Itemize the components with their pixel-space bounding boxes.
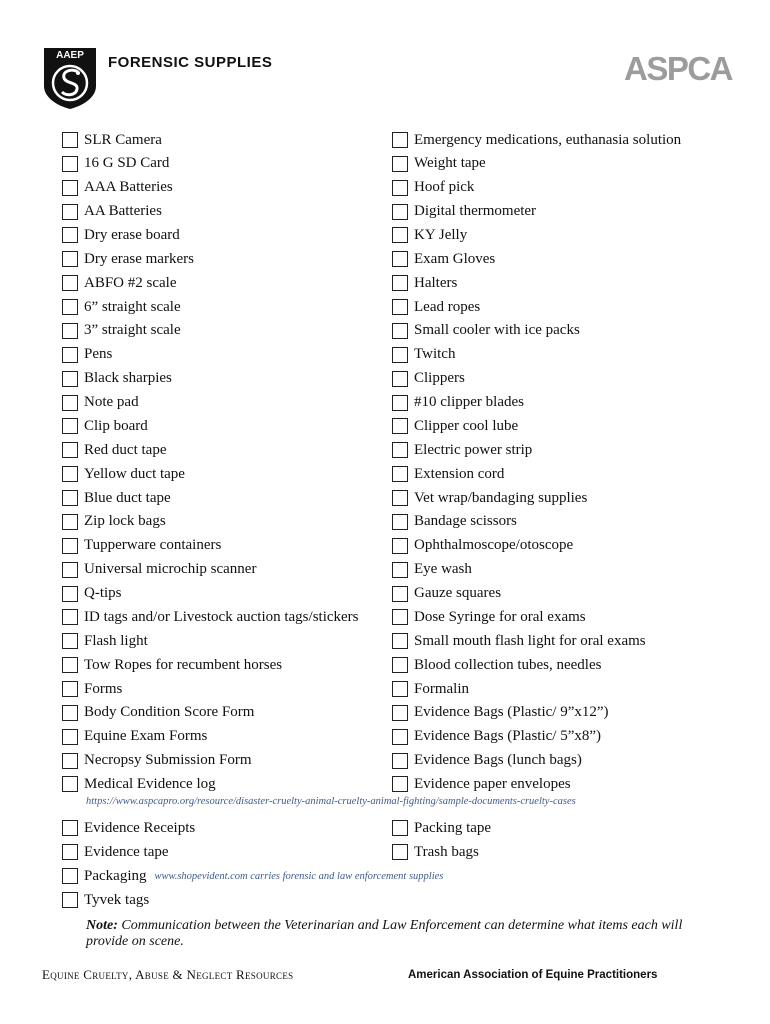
item-label: Exam Gloves — [414, 250, 496, 267]
checkbox[interactable] — [62, 514, 78, 530]
item-label: Forms — [84, 680, 123, 697]
item-label: Evidence Bags (Plastic/ 9”x12”) — [414, 704, 609, 721]
checkbox[interactable] — [62, 275, 78, 291]
item-label: Blue duct tape — [84, 489, 171, 506]
item-label: Note pad — [84, 394, 139, 411]
checklist-item — [62, 606, 359, 628]
checklist-item — [62, 415, 148, 437]
item-label: ABFO #2 scale — [84, 274, 177, 291]
checklist-item — [392, 702, 609, 724]
checklist-item — [392, 224, 467, 246]
checklist-item — [62, 248, 194, 270]
checkbox[interactable] — [62, 180, 78, 196]
checklist-item — [62, 224, 180, 246]
checklist-item — [392, 392, 524, 414]
item-label: Halters — [414, 274, 458, 291]
checkbox[interactable] — [62, 227, 78, 243]
item-label: Formalin — [414, 680, 469, 697]
checkbox[interactable] — [62, 538, 78, 554]
checklist-item — [392, 368, 465, 390]
item-label: Trash bags — [414, 843, 479, 860]
checklist-item — [392, 606, 586, 628]
checkbox[interactable] — [392, 132, 408, 148]
checklist-item — [62, 559, 256, 581]
checkbox[interactable] — [392, 586, 408, 602]
item-label: Electric power strip — [414, 441, 533, 458]
checkbox[interactable] — [392, 844, 408, 860]
checklist-item — [62, 368, 172, 390]
item-label: AAA Batteries — [84, 179, 173, 196]
checkbox[interactable] — [392, 299, 408, 315]
shopevident-link[interactable]: www.shopevident.com carries forensic and law enforcement supplies — [154, 870, 444, 882]
item-label: Hoof pick — [414, 179, 475, 196]
checklist-item — [62, 296, 181, 318]
note — [86, 918, 686, 950]
item-label: Universal microchip scanner — [84, 561, 257, 578]
item-label: 3” straight scale — [84, 322, 181, 339]
checklist-item — [392, 678, 469, 700]
checkbox[interactable] — [62, 753, 78, 769]
checklist-item — [62, 272, 177, 294]
checkbox[interactable] — [392, 562, 408, 578]
checkbox[interactable] — [62, 132, 78, 148]
checklist-item — [62, 177, 173, 199]
item-label: Twitch — [414, 346, 456, 363]
checkbox[interactable] — [62, 490, 78, 506]
checkbox[interactable] — [392, 681, 408, 697]
checkbox[interactable] — [62, 868, 78, 884]
item-label: Extension cord — [414, 465, 505, 482]
checklist-item — [392, 750, 582, 772]
item-label: Red duct tape — [84, 441, 167, 458]
checklist-item — [392, 344, 455, 366]
item-label: Necropsy Submission Form — [84, 752, 252, 769]
item-label: Gauze squares — [414, 585, 502, 602]
checkbox[interactable] — [62, 204, 78, 220]
checklist-item — [62, 750, 252, 772]
item-label: Body Condition Score Form — [84, 704, 255, 721]
checklist-item — [392, 320, 580, 342]
checkbox[interactable] — [392, 156, 408, 172]
checklist-item — [392, 535, 573, 557]
item-label: Evidence tape — [84, 843, 169, 860]
checklist-item — [62, 129, 162, 151]
checklist-item — [62, 487, 171, 509]
checklist-item — [62, 817, 195, 839]
item-label: Clipper cool lube — [414, 417, 519, 434]
aaep-logo — [42, 46, 98, 110]
checklist-item — [62, 439, 166, 461]
item-label: Emergency medications, euthanasia solution — [414, 131, 682, 148]
checkbox[interactable] — [62, 729, 78, 745]
checklist-item — [62, 201, 162, 223]
aaep-logo-text: AAEP — [56, 50, 84, 61]
item-label: SLR Camera — [84, 131, 162, 148]
checkbox[interactable] — [62, 562, 78, 578]
checklist-item — [392, 654, 601, 676]
item-label: 16 G SD Card — [84, 155, 170, 172]
checkbox[interactable] — [392, 323, 408, 339]
item-label: AA Batteries — [84, 203, 162, 220]
item-label: Bandage scissors — [414, 513, 517, 530]
checkbox[interactable] — [392, 466, 408, 482]
checklist-item — [62, 320, 181, 342]
checklist-item — [392, 726, 601, 748]
checklist-item — [392, 487, 587, 509]
checkbox[interactable] — [62, 892, 78, 908]
aspca-logo: ASPCA — [624, 50, 733, 87]
checklist-item — [392, 201, 536, 223]
checklist-item — [392, 439, 532, 461]
checkbox[interactable] — [392, 395, 408, 411]
checkbox[interactable] — [62, 466, 78, 482]
item-label: Packing tape — [414, 819, 492, 836]
checklist-item — [62, 773, 216, 795]
checkbox[interactable] — [62, 820, 78, 836]
checkbox[interactable] — [392, 705, 408, 721]
item-label: Medical Evidence log — [84, 775, 216, 792]
checklist-item-tyvek — [62, 889, 149, 911]
item-label: Dose Syringe for oral exams — [414, 608, 586, 625]
item-label: Tyvek tags — [84, 891, 150, 908]
checkbox[interactable] — [392, 490, 408, 506]
item-label: Tow Ropes for recumbent horses — [84, 656, 283, 673]
checklist-item — [392, 463, 504, 485]
checkbox[interactable] — [392, 442, 408, 458]
checklist-item — [392, 511, 517, 533]
checklist-item — [392, 559, 472, 581]
checkbox[interactable] — [392, 514, 408, 530]
checkbox[interactable] — [392, 251, 408, 267]
checklist-item — [392, 817, 491, 839]
page-title: FORENSIC SUPPLIES — [108, 54, 273, 71]
item-label: Dry erase board — [84, 226, 180, 243]
footer-left: Equine Cruelty, Abuse & Neglect Resources — [42, 967, 294, 982]
checklist-item — [62, 535, 221, 557]
checkbox[interactable] — [392, 418, 408, 434]
footer-right: American Association of Equine Practitioners — [408, 969, 658, 981]
checklist-item — [392, 129, 681, 151]
item-label: Tupperware containers — [84, 537, 222, 554]
checklist-item — [62, 463, 185, 485]
item-label: Lead ropes — [414, 298, 481, 315]
checklist-item-packaging — [62, 865, 443, 887]
item-label: Small mouth flash light for oral exams — [414, 632, 646, 649]
checkbox[interactable] — [62, 776, 78, 792]
checkbox[interactable] — [62, 681, 78, 697]
item-label: Evidence Bags (Plastic/ 5”x8”) — [414, 728, 602, 745]
note-label: Note: — [86, 918, 118, 933]
aspca-resource-link[interactable]: https://www.aspcapro.org/resource/disaster-cruelty-animal-cruelty-animal-fighting/sample-documents-cruelty-cases — [86, 796, 576, 807]
checklist-item — [392, 841, 479, 863]
item-label: #10 clipper blades — [414, 394, 524, 411]
checklist-item — [62, 841, 169, 863]
checkbox[interactable] — [392, 776, 408, 792]
checkbox[interactable] — [62, 657, 78, 673]
checkbox[interactable] — [62, 633, 78, 649]
item-label: Equine Exam Forms — [84, 728, 208, 745]
checklist-item — [392, 177, 474, 199]
checkbox[interactable] — [62, 371, 78, 387]
checklist-item — [62, 583, 122, 605]
checkbox[interactable] — [392, 729, 408, 745]
item-label: Clippers — [414, 370, 465, 387]
checklist-item — [62, 153, 169, 175]
checklist-item — [62, 726, 207, 748]
checklist-item — [392, 296, 480, 318]
checklist-item — [62, 678, 122, 700]
item-label: Evidence Bags (lunch bags) — [414, 752, 582, 769]
item-label: Weight tape — [414, 155, 486, 172]
note-text: Communication between the Veterinarian and Law Enforcement can determine what items each will provide on scene. — [86, 918, 683, 949]
checklist-item — [62, 702, 254, 724]
checkbox[interactable] — [62, 395, 78, 411]
item-label: Small cooler with ice packs — [414, 322, 580, 339]
checkbox[interactable] — [392, 227, 408, 243]
checkbox[interactable] — [392, 275, 408, 291]
checkbox[interactable] — [62, 347, 78, 363]
checkbox[interactable] — [392, 204, 408, 220]
checkbox[interactable] — [62, 323, 78, 339]
item-label: Flash light — [84, 632, 148, 649]
item-label: Ophthalmoscope/otoscope — [414, 537, 574, 554]
item-label: Evidence Receipts — [84, 819, 196, 836]
checklist-item — [62, 344, 112, 366]
checkbox[interactable] — [392, 657, 408, 673]
checkbox[interactable] — [62, 251, 78, 267]
checkbox[interactable] — [392, 633, 408, 649]
checkbox[interactable] — [392, 753, 408, 769]
item-label: Zip lock bags — [84, 513, 166, 530]
checkbox[interactable] — [62, 418, 78, 434]
checkbox[interactable] — [392, 180, 408, 196]
checklist-item — [62, 511, 166, 533]
item-label: Dry erase markers — [84, 250, 194, 267]
checkbox[interactable] — [392, 609, 408, 625]
item-label: Digital thermometer — [414, 203, 537, 220]
checklist-item — [392, 248, 495, 270]
item-label: Black sharpies — [84, 370, 172, 387]
item-label: Evidence paper envelopes — [414, 775, 571, 792]
checkbox[interactable] — [62, 442, 78, 458]
item-label: Clip board — [84, 417, 148, 434]
item-label: KY Jelly — [414, 226, 468, 243]
checklist-item — [392, 415, 518, 437]
checklist-item — [62, 654, 282, 676]
item-label: Pens — [84, 346, 113, 363]
checkbox[interactable] — [62, 844, 78, 860]
checklist-item — [62, 392, 139, 414]
item-label: Blood collection tubes, needles — [414, 656, 602, 673]
checklist-item — [392, 272, 457, 294]
item-label: Q-tips — [84, 585, 122, 602]
checklist-item — [62, 630, 148, 652]
checkbox[interactable] — [62, 586, 78, 602]
checkbox[interactable] — [392, 820, 408, 836]
item-label: Packaging — [84, 867, 147, 884]
checkbox[interactable] — [62, 156, 78, 172]
item-label: Eye wash — [414, 561, 472, 578]
checkbox[interactable] — [62, 609, 78, 625]
item-label: 6” straight scale — [84, 298, 181, 315]
checkbox[interactable] — [392, 347, 408, 363]
checklist-item — [392, 583, 501, 605]
item-label: ID tags and/or Livestock auction tags/stickers — [84, 608, 359, 625]
checklist-item — [392, 153, 486, 175]
item-label: Vet wrap/bandaging supplies — [414, 489, 588, 506]
checklist-item — [392, 630, 646, 652]
checkbox[interactable] — [62, 705, 78, 721]
item-label: Yellow duct tape — [84, 465, 185, 482]
checkbox[interactable] — [392, 538, 408, 554]
checkbox[interactable] — [392, 371, 408, 387]
checklist-item — [392, 773, 571, 795]
checkbox[interactable] — [62, 299, 78, 315]
